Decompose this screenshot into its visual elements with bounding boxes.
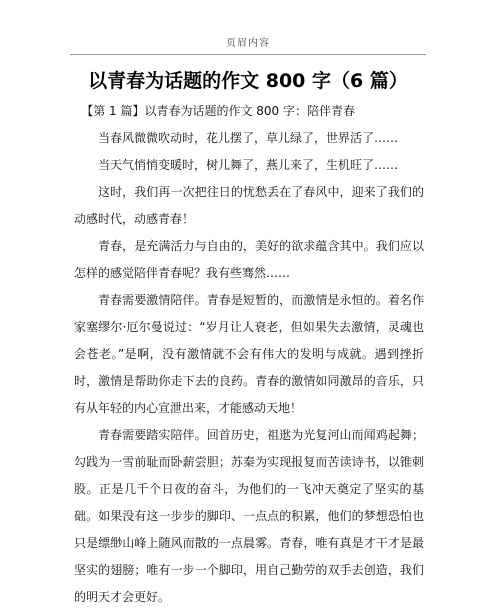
paragraph: 青春需要踏实陪伴。回首历史，祖逖为光复河山而闻鸡起舞；勾践为一雪前耻而卧薪尝胆；苏秦为实现报复而苦读诗书，以锥刺股。正是几千个日夜的奋斗，为他们的一飞冲天奠定了坚实的基础。如果没有这一步步的脚印、一点点的积累，他们的梦想恐怕也只是缥缈山峰上随风而散的一点晨雾。青春，唯有真是才干才是最坚实的翅膀；唯有一步一个脚印，用自己勤劳的双手去创造，我们的明天才会更好。 bbox=[74, 428, 424, 604]
paragraph: 青春需要激情陪伴。青春是短暂的，而激情是永恒的。着名作家塞缪尔·厄尔曼说过：“岁月让人衰老，但如果失去激情，灵魂也会苍老。”是啊，没有激情就不会有伟大的发明与成就。遇到挫折时，激情是帮助你走下去的良药。青春的激情如同激昂的音乐，只有从年轻的内心宣泄出来，才能感动天地！ bbox=[74, 293, 424, 415]
document-body bbox=[74, 98, 424, 611]
page-header: 页眉内容 bbox=[226, 38, 270, 49]
section-heading: 【第 1 篇】以青春为话题的作文 800 字：陪伴青春 bbox=[81, 104, 355, 118]
header-divider bbox=[70, 54, 426, 55]
paragraph: 当春风微微吹动时，花儿摆了，草儿绿了，世界活了…… bbox=[98, 131, 399, 145]
paragraph: 当天气悄悄变暖时，树儿舞了，燕儿来了，生机旺了…… bbox=[98, 158, 399, 172]
paragraph: 这时，我们再一次把往日的忧愁丢在了春风中，迎来了我们的动感时代，动感青春！ bbox=[74, 185, 424, 226]
document-title: 以青春为话题的作文 800 字（6 篇） bbox=[88, 70, 408, 92]
paragraph: 青春，是充满活力与自由的，美好的欲求蕴含其中。我们应以怎样的感觉陪伴青春呢？我有些骞然…… bbox=[74, 239, 424, 280]
